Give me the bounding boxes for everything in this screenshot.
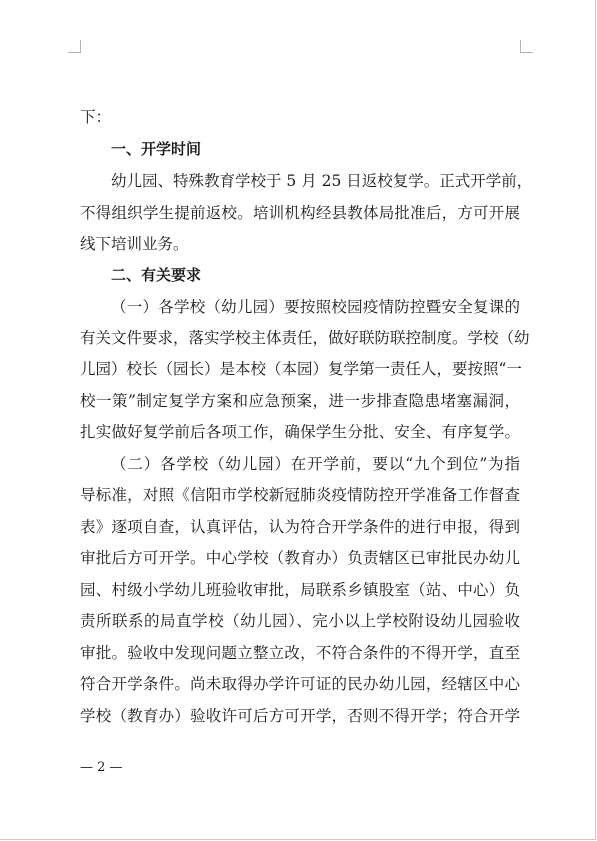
section-heading: 一、开学时间 <box>111 140 202 158</box>
text-line: 学校（教育办）验收许可后方可开学，否则不得开学；符合开学 <box>80 707 520 725</box>
text-line: 幼儿园、特殊教育学校于 5 月 25 日返校复学。正式开学前， <box>111 172 533 190</box>
text-line: 儿园）校长（园长）是本校（本园）复学第一责任人，要按照“一 <box>80 360 522 378</box>
text-line: 园、村级小学幼儿班验收审批，局联系乡镇股室（站、中心）负 <box>80 581 520 599</box>
text-line: （二）各学校（幼儿园）在开学前，要以“九个到位”为指 <box>111 455 520 473</box>
text-line: 扎实做好复学前后各项工作，确保学生分批、安全、有序复学。 <box>80 423 520 441</box>
text-line: 审批后方可开学。中心学校（教育办）负责辖区已审批民办幼儿 <box>80 549 520 567</box>
text-line: （一）各学校（幼儿园）要按照校园疫情防控暨安全复课的 <box>111 298 520 316</box>
text-line: 符合开学条件。尚未取得办学许可证的民办幼儿园，经辖区中心 <box>80 675 520 693</box>
crop-mark-top-left <box>68 40 81 53</box>
text-line: 表》逐项自查，认真评估，认为符合开学条件的进行申报，得到 <box>80 518 520 536</box>
page-number: — 2 — <box>80 760 123 775</box>
text-line: 有关文件要求，落实学校主体责任，做好联防联控制度。学校（幼 <box>80 329 530 347</box>
text-line: 不得组织学生提前返校。培训机构经县教体局批准后，方可开展 <box>80 204 520 222</box>
text-line: 审批。验收中发现问题立整立改，不符合条件的不得开学，直至 <box>80 644 520 662</box>
section-heading: 二、有关要求 <box>111 266 202 284</box>
text-line: 责所联系的局直学校（幼儿园）、完小以上学校附设幼儿园验收 <box>80 612 520 630</box>
text-line: 线下培训业务。 <box>80 235 189 253</box>
text-line: 导标准，对照《信阳市学校新冠肺炎疫情防控开学准备工作督查 <box>80 486 520 504</box>
text-line: 下： <box>80 108 112 126</box>
crop-mark-top-right <box>520 40 533 53</box>
text-line: 校一策”制定复学方案和应急预案，进一步排查隐患堵塞漏洞， <box>80 392 520 410</box>
